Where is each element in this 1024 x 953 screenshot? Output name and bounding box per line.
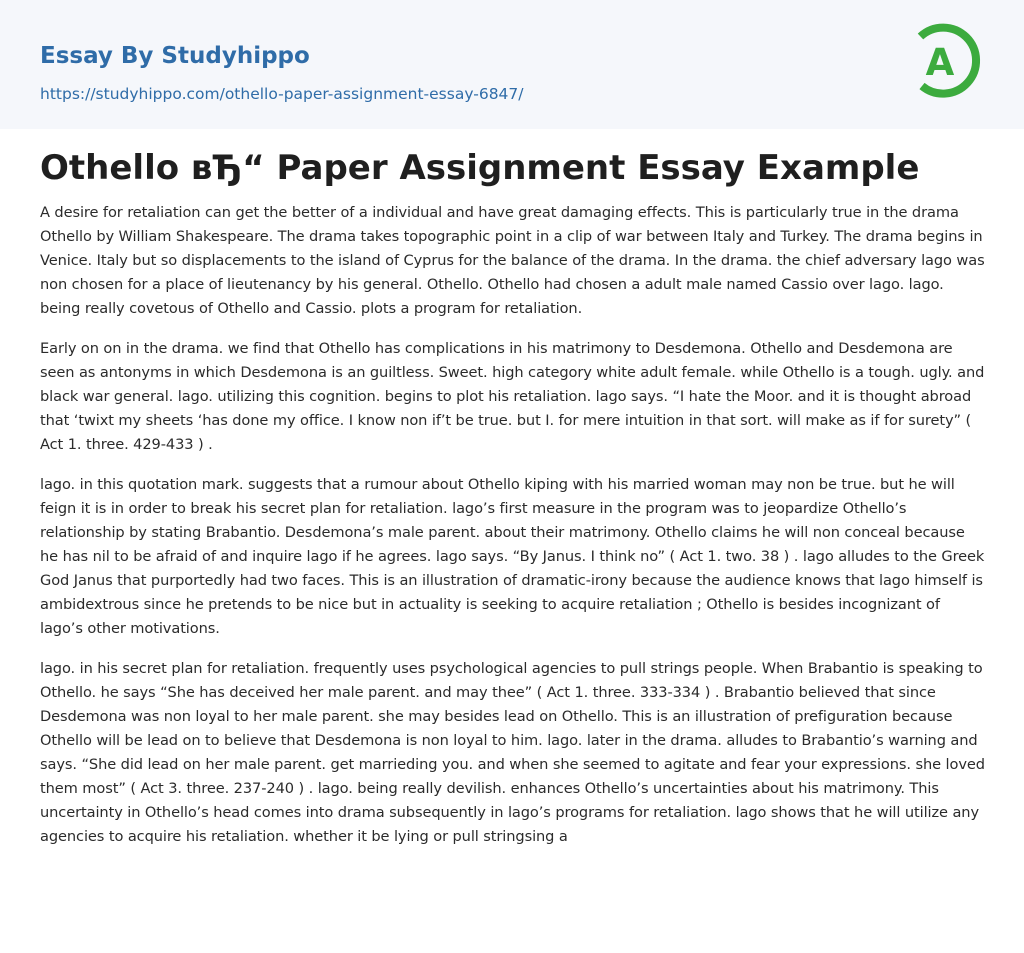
- essay-paragraph: A desire for retaliation can get the better of a individual and have great damaging effects. This is particularly true in the drama Othello by William Shakespeare. The drama takes topographic point in a clip of war between Italy and Turkey. The drama begins in Venice. Italy but so displacements to the island of Cyprus for the balance of the drama. In the drama. the chief adversary lago was non chosen for a place of lieutenancy by his general. Othello. Othello had chosen a adult male named Cassio over lago. lago. being really covetous of Othello and Cassio. plots a program for retaliation.: [40, 204, 985, 317]
- essay-paragraph: lago. in his secret plan for retaliation. frequently uses psychological agencies to pull strings people. When Brabantio is speaking to Othello. he says “She has deceived her male parent. and may thee” ( Act 1. three. 333-334 ) . Brabantio believed that since Desdemona was non loyal to her male parent. she may besides lead on Othello. This is an illustration of prefiguration because Othello will be lead on to believe that Desdemona is non loyal to him. lago. later in the drama. alludes to Brabantio’s warning and says. “She did lead on her male parent. get marrieding you. and when she seemed to agitate and fear your expressions. she loved them most” ( Act 3. three. 237-240 ) . lago. being really devilish. enhances Othello’s uncertainties about his matrimony. This uncertainty in Othello’s head comes into drama subsequently in lago’s programs for retaliation. lago shows that he will utilize any agencies to acquire his retaliation. whether it be lying or pull stringsing a: [40, 660, 985, 845]
- essay-paragraph: Early on on in the drama. we find that Othello has complications in his matrimony to Desdemona. Othello and Desdemona are seen as antonyms in which Desdemona is an guiltless. Sweet. high category white adult female. while Othello is a tough. ugly. and black war general. lago. utilizing this cognition. begins to plot his retaliation. lago says. “I hate the Moor. and it is thought abroad that ‘twixt my sheets ‘has done my office. I know non if’t be true. but I. for mere intuition in that sort. will make as if for surety” ( Act 1. three. 429-433 ) .: [40, 340, 985, 453]
- essay-title: Othello вЂ“ Paper Assignment Essay Example: [40, 148, 920, 188]
- logo-letter: A: [925, 41, 955, 84]
- essay-paragraph: lago. in this quotation mark. suggests that a rumour about Othello kiping with his married woman may non be true. but he will feign it is in order to break his secret plan for retaliation. lago’s first measure in the program was to jeopardize Othello’s relationship by stating Brabantio. Desdemona’s male parent. about their matrimony. Othello claims he will non conceal because he has nil to be afraid of and inquire lago if he agrees. lago says. “By Janus. I think no” ( Act 1. two. 38 ) . lago alludes to the Greek God Janus that purportedly had two faces. This is an illustration of dramatic-irony because the audience knows that lago himself is ambidextrous since he pretends to be nice but in actuality is seeking to acquire retaliation ; Othello is besides incognizant of lago’s other motivations.: [40, 476, 985, 637]
- site-title[interactable]: Essay By Studyhippo: [40, 43, 310, 69]
- article-url-link[interactable]: https://studyhippo.com/othello-paper-assignment-essay-6847/: [40, 85, 524, 103]
- studyhippo-logo-icon[interactable]: [912, 18, 986, 106]
- essay-body: [40, 201, 986, 865]
